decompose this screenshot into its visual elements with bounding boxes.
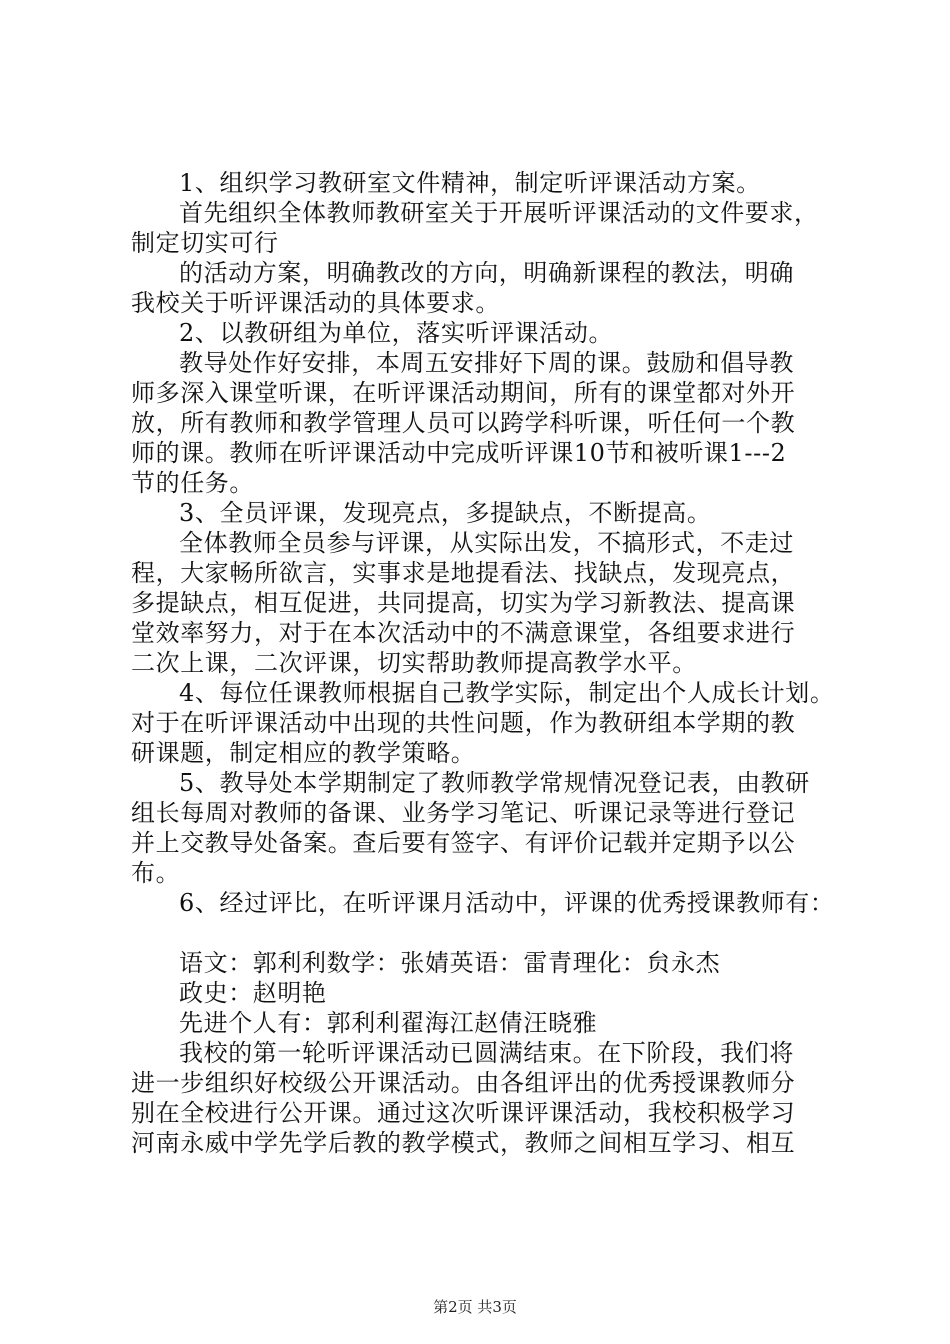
paragraph-line: 师多深入课堂听课，在听评课活动期间，所有的课堂都对外开 (131, 379, 796, 407)
heading-item-3: 3、全员评课，发现亮点，多提缺点，不断提高。 (179, 499, 712, 527)
teacher-list-line: 语文：郭利利数学：张婧英语：雷青理化：贠永杰 (179, 949, 721, 977)
paragraph-line: 二次上课，二次评课，切实帮助教师提高教学水平。 (131, 649, 697, 677)
paragraph-line: 堂效率努力，对于在本次活动中的不满意课堂，各组要求进行 (131, 619, 796, 647)
paragraph-line: 师的课。教师在听评课活动中完成听评课10节和被听课1---2 (131, 439, 787, 467)
heading-item-2: 2、以教研组为单位，落实听评课活动。 (179, 319, 614, 347)
paragraph-line: 组长每周对教师的备课、业务学习笔记、听课记录等进行登记 (131, 799, 796, 827)
paragraph-line: 全体教师全员参与评课，从实际出发，不搞形式，不走过 (179, 529, 794, 557)
paragraph-line: 河南永威中学先学后教的教学模式，教师之间相互学习、相互 (131, 1129, 796, 1157)
paragraph-line: 我校关于听评课活动的具体要求。 (131, 289, 500, 317)
paragraph-line: 并上交教导处备案。查后要有签字、有评价记载并定期予以公 (131, 829, 796, 857)
paragraph-line: 研课题，制定相应的教学策略。 (131, 739, 476, 767)
heading-item-1: 1、组织学习教研室文件精神，制定听评课活动方案。 (179, 169, 761, 197)
blank-line (131, 918, 831, 948)
heading-item-5: 5、教导处本学期制定了教师教学常规情况登记表，由教研 (179, 769, 810, 797)
advanced-individuals-line: 先进个人有：郭利利翟海江赵倩汪晓雅 (179, 1009, 598, 1037)
paragraph-line: 程，大家畅所欲言，实事求是地提看法、找缺点，发现亮点， (131, 559, 796, 587)
paragraph-line: 制定切实可行 (131, 229, 279, 257)
paragraph-line: 我校的第一轮听评课活动已圆满结束。在下阶段，我们将 (179, 1039, 794, 1067)
paragraph-line: 节的任务。 (131, 469, 254, 497)
paragraph-line: 别在全校进行公开课。通过这次听课评课活动，我校积极学习 (131, 1099, 796, 1127)
paragraph-line: 放，所有教师和教学管理人员可以跨学科听课，听任何一个教 (131, 409, 796, 437)
paragraph-line: 的活动方案，明确教改的方向，明确新课程的教法，明确 (179, 259, 794, 287)
heading-item-4: 4、每位任课教师根据自己教学实际，制定出个人成长计划。 (179, 679, 835, 707)
paragraph-line: 进一步组织好校级公开课活动。由各组评出的优秀授课教师分 (131, 1069, 796, 1097)
teacher-list-line: 政史：赵明艳 (179, 979, 327, 1007)
paragraph-line: 教导处作好安排，本周五安排好下周的课。鼓励和倡导教 (179, 349, 794, 377)
paragraph-line: 多提缺点，相互促进，共同提高，切实为学习新教法、提高课 (131, 589, 796, 617)
document-body (131, 168, 835, 1158)
paragraph-line: 布。 (131, 859, 181, 887)
page-footer: 第2页 共3页 (433, 1298, 517, 1316)
paragraph-line: 首先组织全体教师教研室关于开展听评课活动的文件要求， (179, 199, 819, 227)
paragraph-line: 对于在听评课活动中出现的共性问题，作为教研组本学期的教 (131, 709, 796, 737)
heading-item-6: 6、经过评比，在听评课月活动中，评课的优秀授课教师有： (179, 889, 835, 917)
